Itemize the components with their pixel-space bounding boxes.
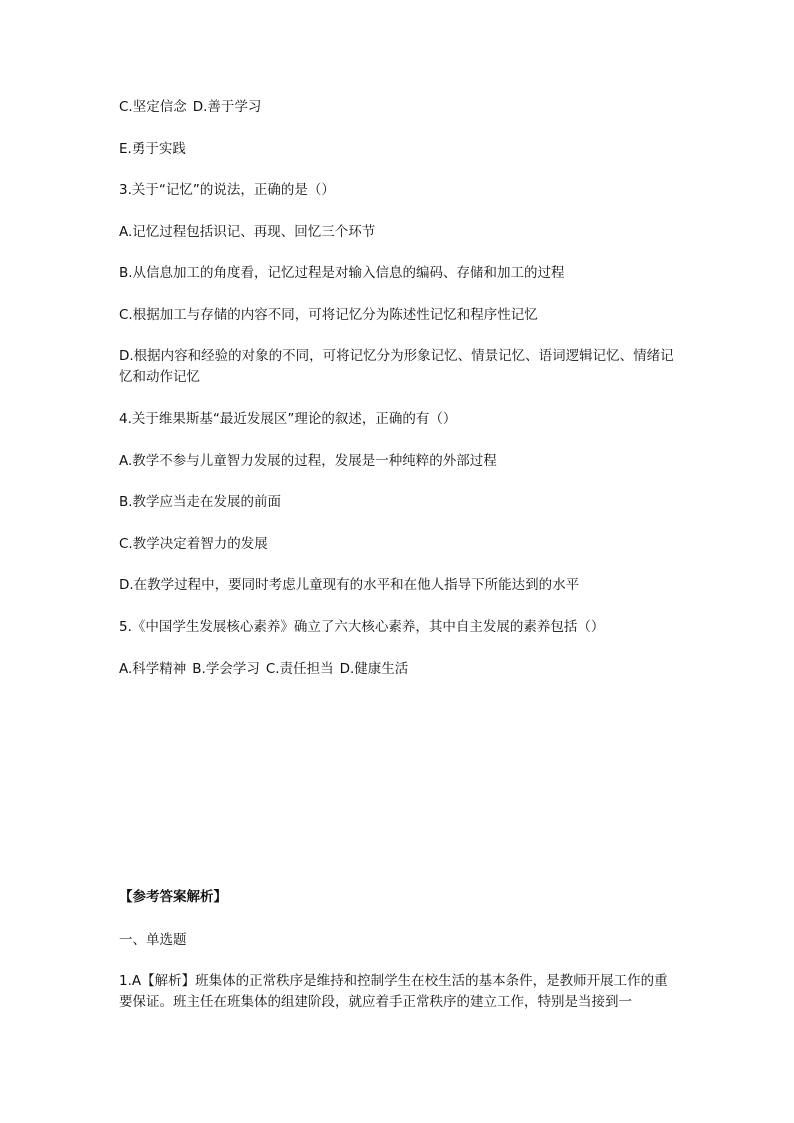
q2-option-d: D.善于学习 [192, 99, 262, 115]
q3-option-b: B.从信息加工的角度看，记忆过程是对输入信息的编码、存储和加工的过程 [119, 265, 565, 281]
q2-option-c: C.坚定信念 [119, 99, 187, 115]
q5-option-d: D.健康生活 [339, 661, 409, 677]
section-heading: 一、单选题 [119, 932, 187, 948]
q2-options-cd [119, 96, 679, 118]
q4-option-b: B.教学应当走在发展的前面 [119, 494, 282, 510]
q4-option-c: C.教学决定着智力的发展 [119, 536, 268, 552]
q5-option-c: C.责任担当 [265, 661, 334, 677]
q3-option-a: A.记忆过程包括识记、再现、回忆三个环节 [119, 224, 376, 240]
q3-stem: 3.关于“记忆”的说法，正确的是（） [119, 182, 335, 198]
q5-options [119, 658, 679, 680]
q3-option-d: D.根据内容和经验的对象的不同，可将记忆分为形象记忆、情景记忆、语词逻辑记忆、情绪记忆和动作记忆 [119, 348, 674, 385]
q4-option-a: A.教学不参与儿童智力发展的过程，发展是一种纯粹的外部过程 [119, 453, 497, 469]
q5-option-a: A.科学精神 [119, 661, 187, 677]
q2-option-e: E.勇于实践 [119, 141, 186, 157]
answers-heading: 【参考答案解析】 [119, 889, 227, 905]
q4-stem: 4.关于维果斯基“最近发展区”理论的叙述，正确的有（） [119, 411, 457, 427]
q5-option-b: B.学会学习 [192, 661, 260, 677]
q3-option-c: C.根据加工与存储的内容不同，可将记忆分为陈述性记忆和程序性记忆 [119, 307, 538, 323]
answer-item-1: 1.A【解析】班集体的正常秩序是维持和控制学生在校生活的基本条件，是教师开展工作的重要保证。班主任在班集体的组建阶段，就应着手正常秩序的建立工作，特别是当接到一 [119, 973, 668, 1010]
q5-stem: 5.《中国学生发展核心素养》确立了六大核心素养，其中自主发展的素养包括（） [119, 619, 605, 635]
q4-option-d: D.在教学过程中，要同时考虑儿童现有的水平和在他人指导下所能达到的水平 [119, 577, 580, 593]
